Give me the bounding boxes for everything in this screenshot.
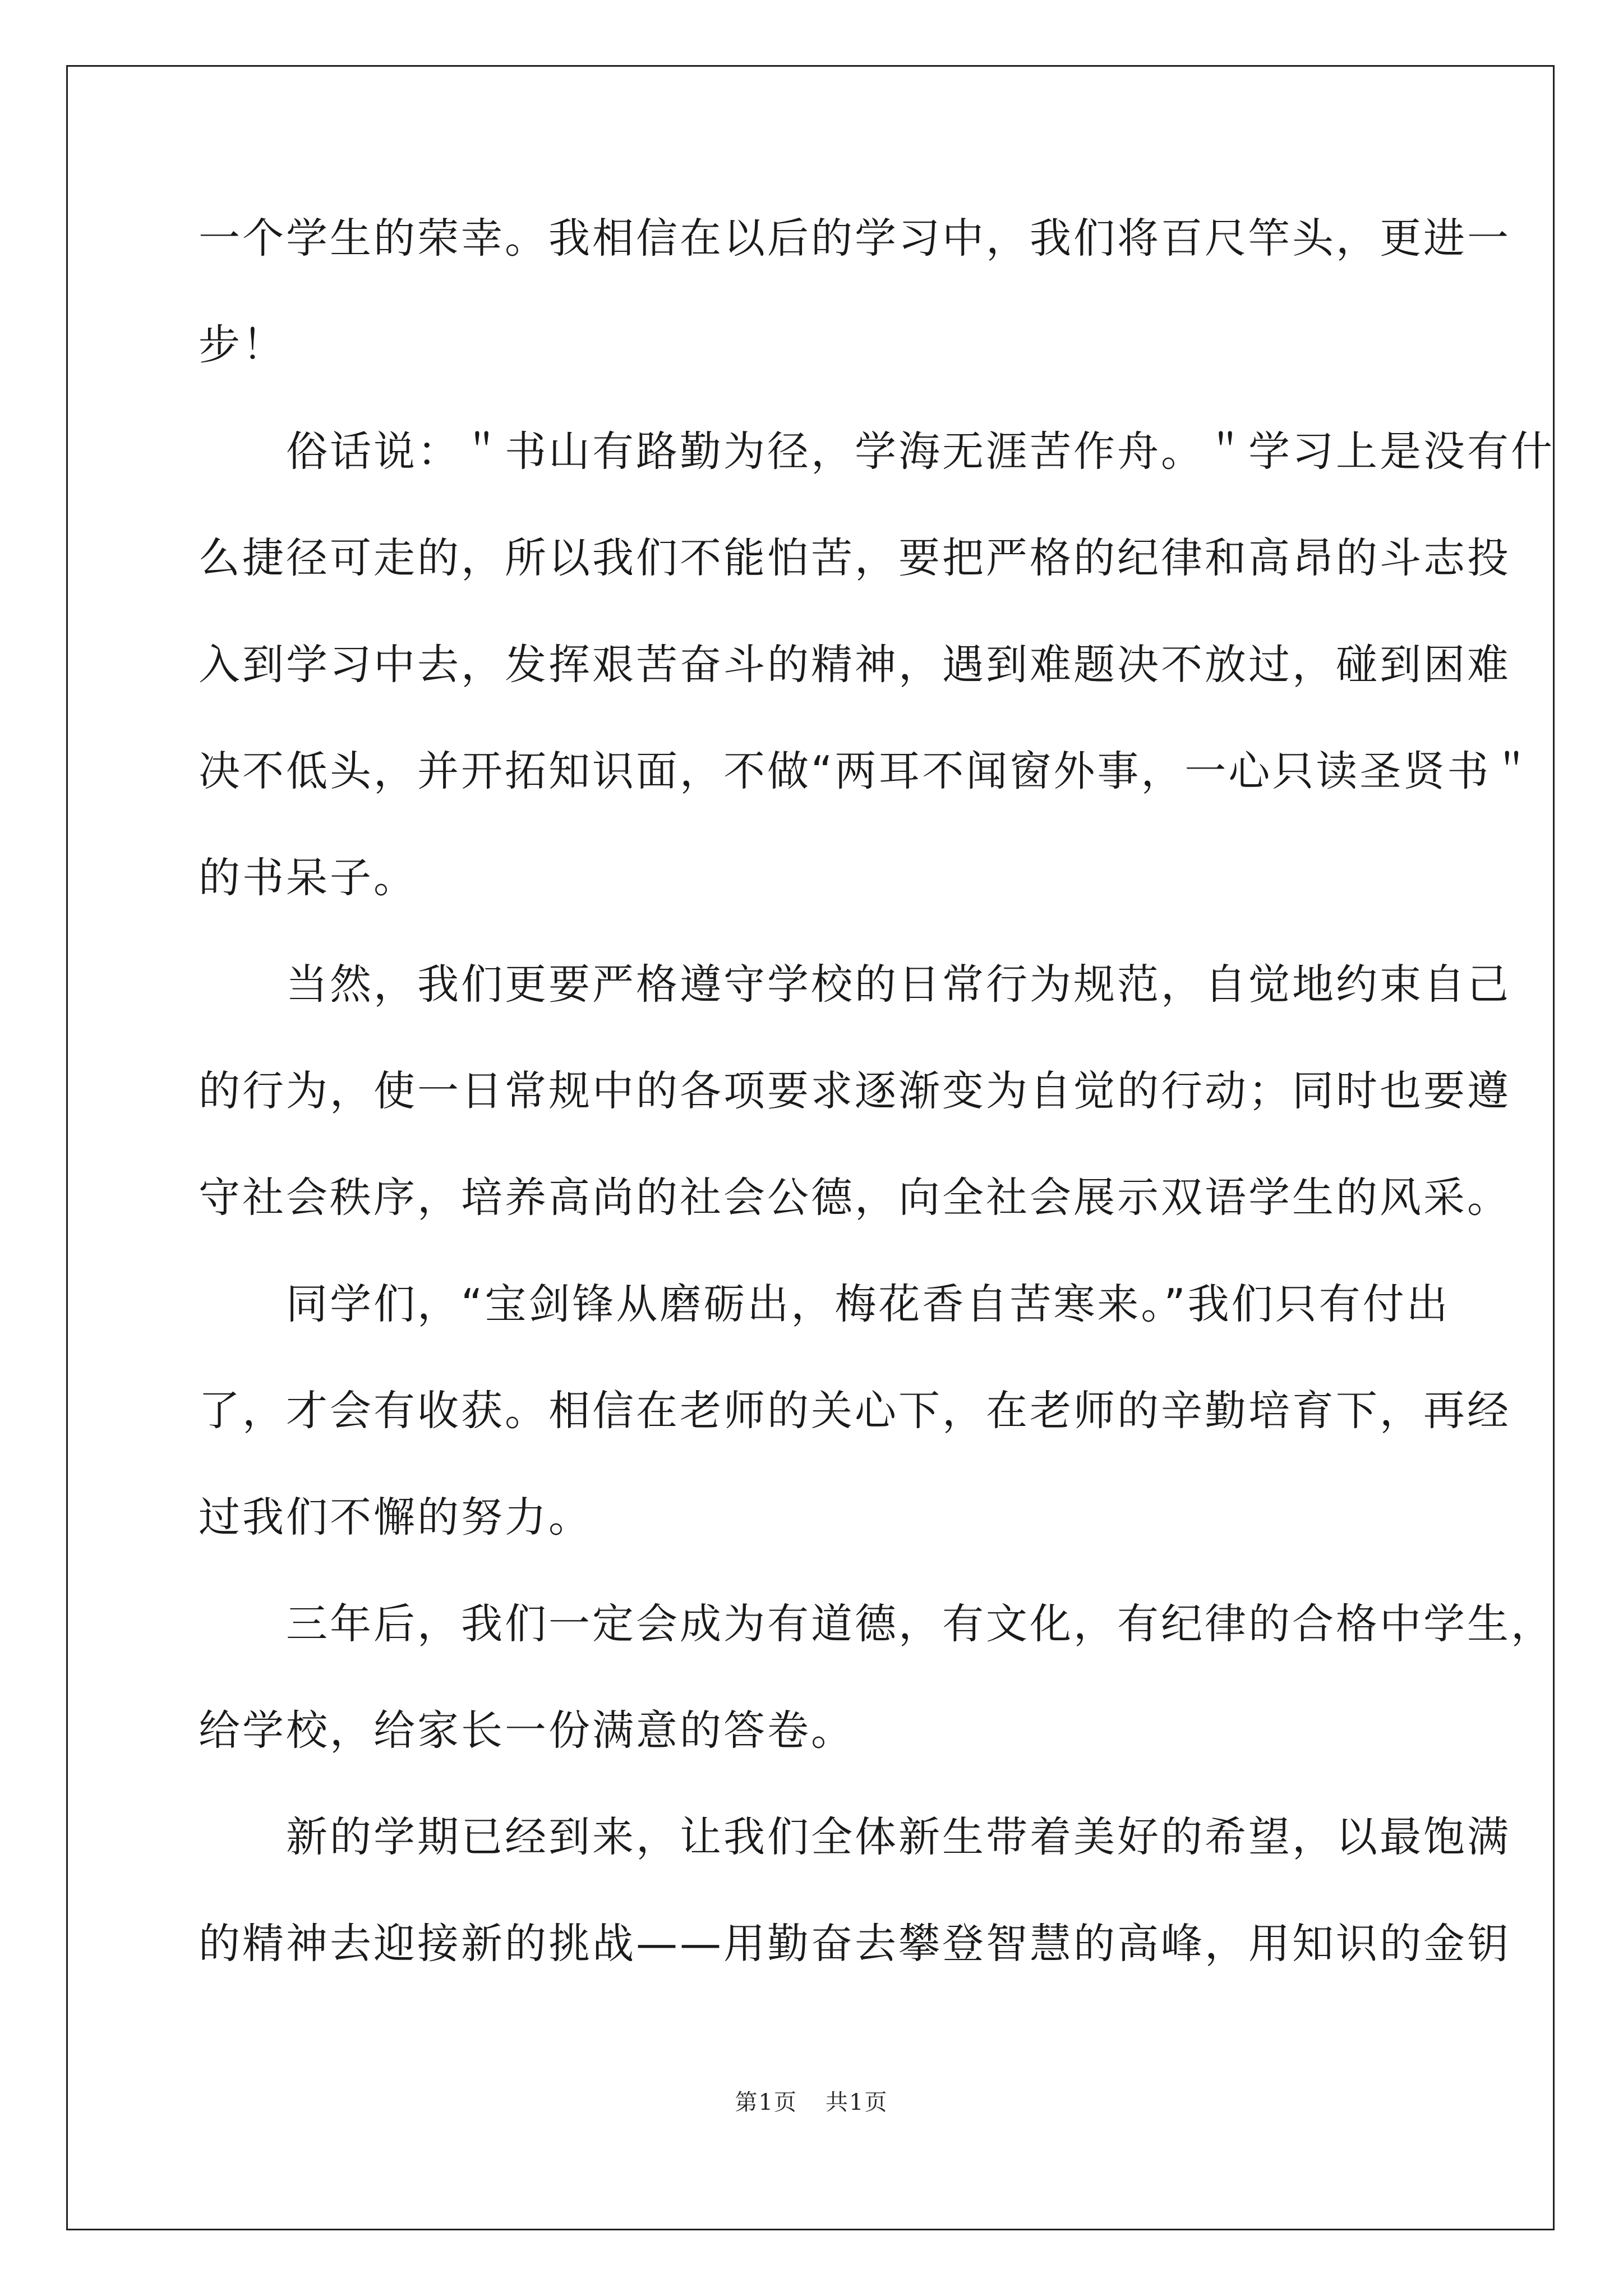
text-line: 过我们不懈的努力。 xyxy=(199,1493,592,1542)
text-line: 当然，我们更要严格遵守学校的日常行为规范，自觉地约束自己 xyxy=(199,960,1511,1009)
text-line: 守社会秩序，培养高尚的社会公德，向全社会展示双语学生的风采。 xyxy=(199,1174,1511,1222)
text-line: 的精神去迎接新的挑战——用勤奋去攀登智慧的高峰，用知识的金钥 xyxy=(199,1920,1511,1968)
text-line: 么捷径可走的，所以我们不能怕苦，要把严格的纪律和高昂的斗志投 xyxy=(199,534,1511,582)
text-line: 同学们，“宝剑锋从磨砺出，梅花香自苦寒来。”我们只有付出 xyxy=(199,1280,1450,1328)
text-line: 三年后，我们一定会成为有道德，有文化，有纪律的合格中学生， xyxy=(199,1600,1555,1648)
text-line: 一个学生的荣幸。我相信在以后的学习中，我们将百尺竿头，更进一 xyxy=(199,214,1511,263)
text-line: 的书呆子。 xyxy=(199,854,417,902)
text-line: 新的学期已经到来，让我们全体新生带着美好的希望，以最饱满 xyxy=(199,1813,1511,1861)
page-number: 第1页 xyxy=(735,2090,797,2115)
text-line: 决不低头，并开拓知识面，不做“两耳不闻窗外事，一心只读圣贤书＂ xyxy=(199,747,1535,795)
text-line: 入到学习中去，发挥艰苦奋斗的精神，遇到难题决不放过，碰到困难 xyxy=(199,641,1511,689)
text-line: 的行为，使一日常规中的各项要求逐渐变为自觉的行动；同时也要遵 xyxy=(199,1067,1511,1115)
text-line: 了，才会有收获。相信在老师的关心下，在老师的辛勤培育下，再经 xyxy=(199,1387,1511,1435)
text-line: 给学校，给家长一份满意的答卷。 xyxy=(199,1706,855,1755)
page-total: 共1页 xyxy=(826,2090,888,2115)
text-line: 步！ xyxy=(199,321,286,369)
text-line: 俗话说：＂书山有路勤为径，学海无涯苦作舟。＂学习上是没有什 xyxy=(199,427,1555,476)
document-body xyxy=(199,208,1555,2019)
page-footer xyxy=(0,2085,1623,2116)
